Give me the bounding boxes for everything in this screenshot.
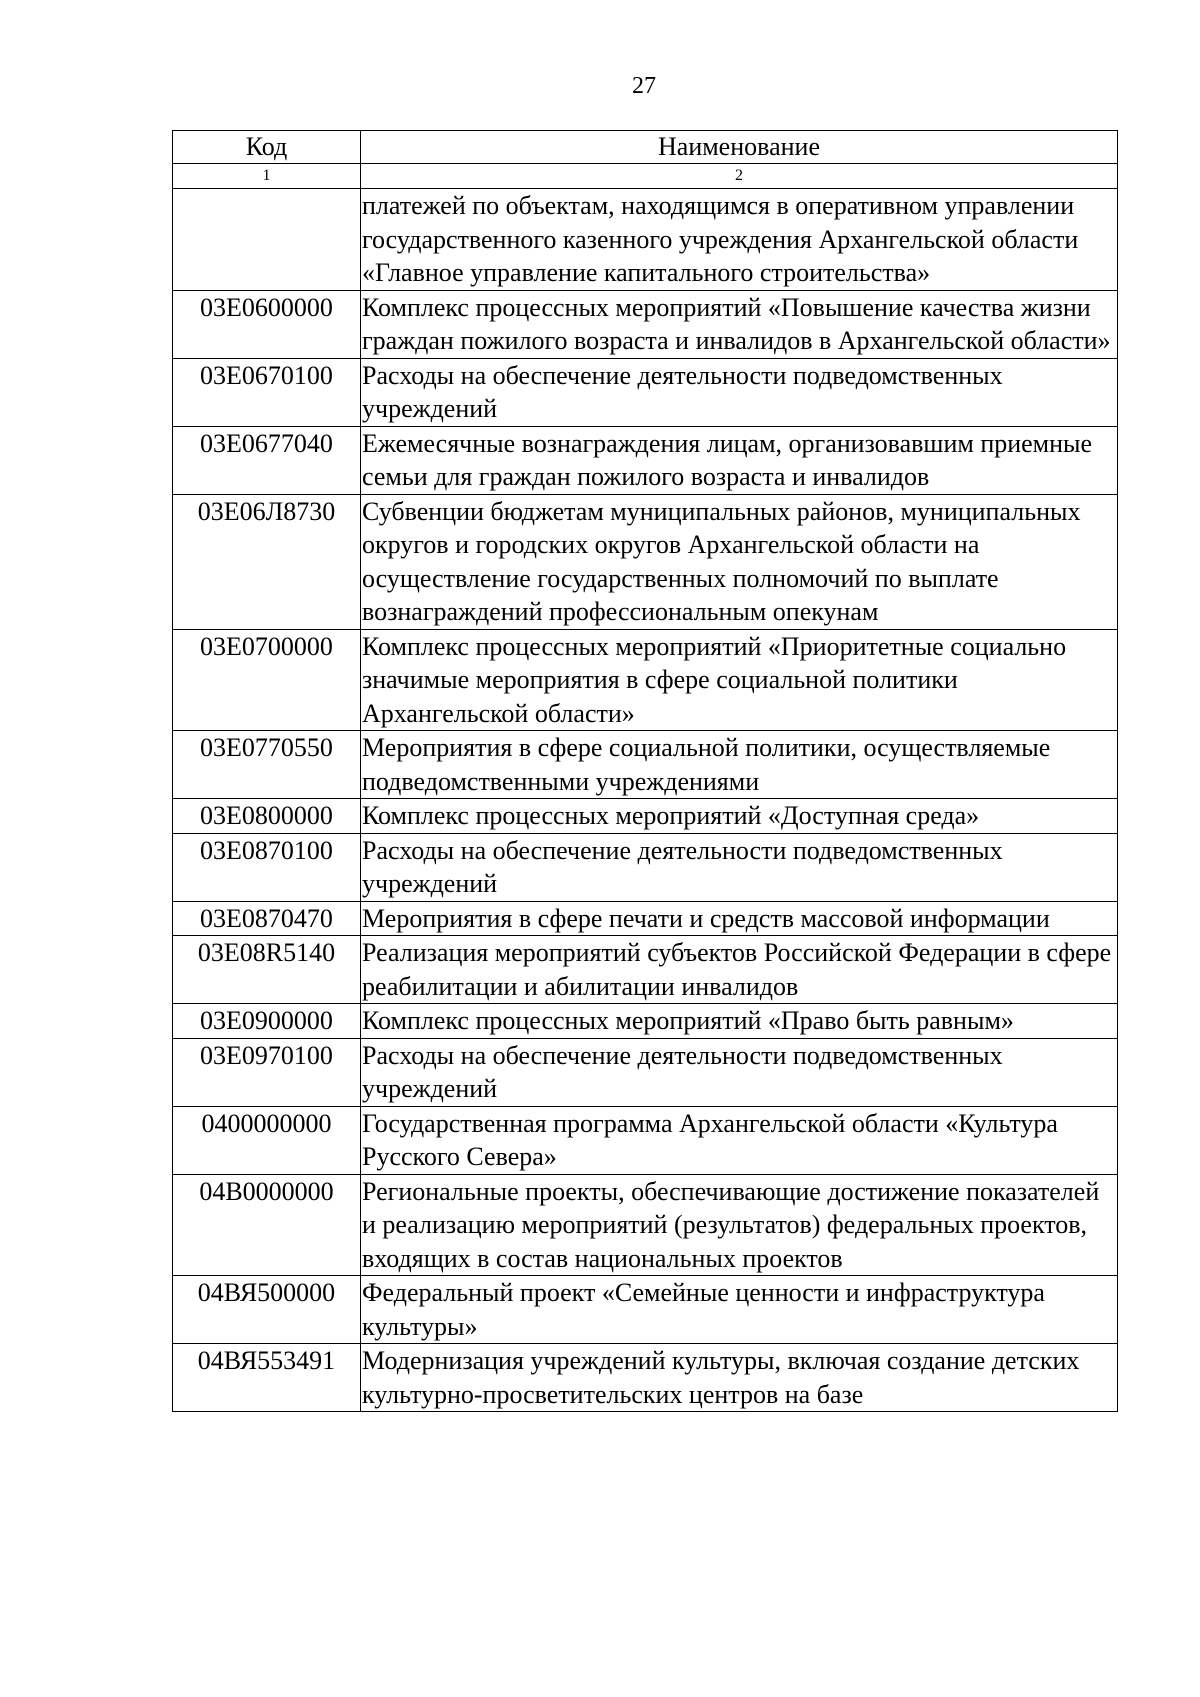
table-row [173, 358, 1118, 426]
row-name: Региональные проекты, обеспечивающие достижение показателей и реализацию мероприятий (результатов) федеральных проектов, входящих в состав национальных проектов [361, 1174, 1118, 1276]
row-code: 04ВЯ500000 [173, 1276, 361, 1344]
row-name: Федеральный проект «Семейные ценности и инфраструктура культуры» [361, 1276, 1118, 1344]
row-name: Ежемесячные вознаграждения лицам, организовавшим приемные семьи для граждан пожилого возраста и инвалидов [361, 426, 1118, 494]
row-code: 03Е0900000 [173, 1004, 361, 1039]
header-name: Наименование [361, 131, 1118, 164]
table-row [173, 901, 1118, 936]
table-row [173, 1174, 1118, 1276]
row-name: Государственная программа Архангельской области «Культура Русского Севера» [361, 1106, 1118, 1174]
row-code: 03Е0677040 [173, 426, 361, 494]
table-row [173, 1038, 1118, 1106]
row-name: Мероприятия в сфере печати и средств массовой информации [361, 901, 1118, 936]
row-name: платежей по объектам, находящимся в оперативном управлении государственного казенного учреждения Архангельской области «Главное управление капитального строительства» [361, 189, 1118, 291]
row-name: Комплекс процессных мероприятий «Приоритетные социально значимые мероприятия в сфере социальной политики Архангельской области» [361, 629, 1118, 731]
table-row [173, 799, 1118, 834]
row-code: 03Е06Л8730 [173, 494, 361, 629]
table-row [173, 731, 1118, 799]
table-row [173, 1004, 1118, 1039]
table-header-row [173, 131, 1118, 164]
row-name: Расходы на обеспечение деятельности подведомственных учреждений [361, 358, 1118, 426]
row-code: 03Е0800000 [173, 799, 361, 834]
row-name: Комплекс процессных мероприятий «Повышение качества жизни граждан пожилого возраста и инвалидов в Архангельской области» [361, 290, 1118, 358]
column-number-row [173, 164, 1118, 189]
column-number-name: 2 [361, 164, 1118, 189]
page-number: 27 [632, 73, 656, 99]
table-row [173, 936, 1118, 1004]
row-code [173, 189, 361, 291]
row-name: Комплекс процессных мероприятий «Право быть равным» [361, 1004, 1118, 1039]
row-code: 04В0000000 [173, 1174, 361, 1276]
table-row [173, 1106, 1118, 1174]
row-code: 03Е0700000 [173, 629, 361, 731]
header-code: Код [173, 131, 361, 164]
row-code: 04ВЯ553491 [173, 1344, 361, 1412]
table-row [173, 426, 1118, 494]
row-name: Субвенции бюджетам муниципальных районов, муниципальных округов и городских округов Архангельской области на осуществление государственных полномочий по выплате вознаграждений профессиональным опекунам [361, 494, 1118, 629]
table-row [173, 1344, 1118, 1412]
table-row [173, 1276, 1118, 1344]
table-row [173, 833, 1118, 901]
table-row [173, 189, 1118, 291]
row-name: Мероприятия в сфере социальной политики, осуществляемые подведомственными учреждениями [361, 731, 1118, 799]
table-row [173, 290, 1118, 358]
row-name: Расходы на обеспечение деятельности подведомственных учреждений [361, 1038, 1118, 1106]
row-name: Модернизация учреждений культуры, включая создание детских культурно-просветительских центров на базе [361, 1344, 1118, 1412]
row-code: 0400000000 [173, 1106, 361, 1174]
row-name: Реализация мероприятий субъектов Российской Федерации в сфере реабилитации и абилитации инвалидов [361, 936, 1118, 1004]
row-code: 03Е0970100 [173, 1038, 361, 1106]
row-name: Комплекс процессных мероприятий «Доступная среда» [361, 799, 1118, 834]
column-number-code: 1 [173, 164, 361, 189]
row-name: Расходы на обеспечение деятельности подведомственных учреждений [361, 833, 1118, 901]
row-code: 03Е0670100 [173, 358, 361, 426]
budget-classification-table [172, 130, 1118, 1412]
row-code: 03Е0870100 [173, 833, 361, 901]
table-row [173, 494, 1118, 629]
row-code: 03Е0600000 [173, 290, 361, 358]
table-row [173, 629, 1118, 731]
row-code: 03Е08R5140 [173, 936, 361, 1004]
row-code: 03Е0770550 [173, 731, 361, 799]
row-code: 03Е0870470 [173, 901, 361, 936]
